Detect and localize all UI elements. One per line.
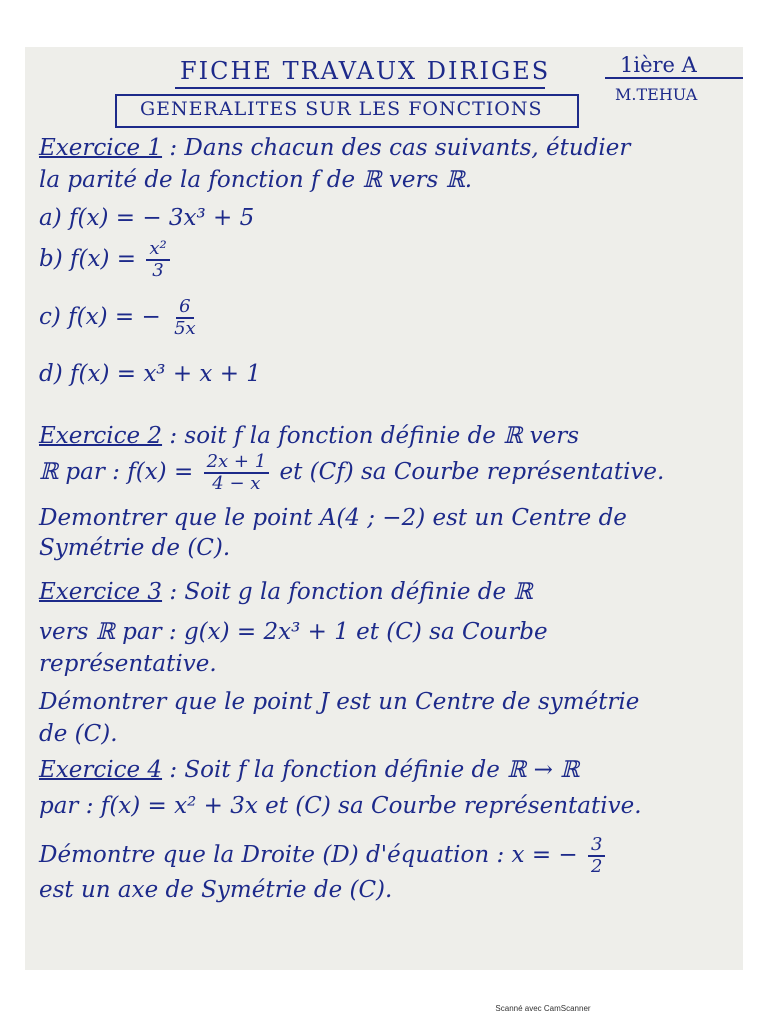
class-label: 1ière A bbox=[620, 53, 697, 77]
exercise1-item-b bbox=[39, 239, 173, 281]
exercise3-line-2: vers ℝ par : g(x) = 2x³ + 1 et (C) sa Courbe bbox=[39, 619, 548, 645]
exercise3-line-3: représentative. bbox=[39, 651, 217, 677]
fraction-numerator: 2x + 1 bbox=[204, 452, 270, 474]
item-b-prefix: b) f(x) = bbox=[39, 246, 137, 272]
fraction-numerator: x² bbox=[146, 239, 169, 261]
exercise1-intro bbox=[39, 135, 630, 161]
worksheet-title: FICHE TRAVAUX DIRIGES bbox=[180, 57, 551, 85]
item-c-prefix: c) f(x) = − bbox=[39, 304, 161, 330]
exercise4-label: Exercice 4 bbox=[39, 757, 163, 783]
exercise1-text-1: : Dans chacun des cas suivants, étudier bbox=[169, 135, 631, 161]
header-divider bbox=[605, 77, 743, 79]
exercise2-suffix: et (Cf) sa Courbe représentative. bbox=[279, 459, 665, 485]
exercise2-text-1: : soit f la fonction définie de ℝ vers bbox=[169, 423, 580, 449]
item-c-fraction bbox=[171, 297, 199, 339]
exercise3-line-5: de (C). bbox=[39, 721, 118, 747]
exercise4-text-1: : Soit f la fonction définie de ℝ → ℝ bbox=[169, 757, 580, 783]
exercise1-item-c bbox=[39, 297, 202, 339]
exercise3-label: Exercice 3 bbox=[39, 579, 163, 605]
fraction-denominator: 4 − x bbox=[212, 473, 261, 494]
fraction-denominator: 3 bbox=[152, 260, 164, 281]
exercise1-item-a: a) f(x) = − 3x³ + 5 bbox=[39, 205, 255, 231]
fraction-denominator: 5x bbox=[174, 318, 196, 339]
exercise4-line-4: est un axe de Symétrie de (C). bbox=[39, 877, 393, 903]
exercise2-line-2 bbox=[39, 452, 664, 494]
exercise4-prefix: Démontre que la Droite (D) d'équation : x = − bbox=[39, 842, 578, 868]
fraction-numerator: 6 bbox=[176, 297, 193, 319]
exercise2-fraction bbox=[204, 452, 270, 494]
scanner-footer: Scanné avec CamScanner bbox=[495, 1004, 591, 1013]
exercise3-text-1: : Soit g la fonction définie de ℝ bbox=[169, 579, 533, 605]
exercise4-line-1 bbox=[39, 757, 579, 783]
exercise4-line-3 bbox=[39, 835, 608, 877]
exercise2-line-3: Demontrer que le point A(4 ; −2) est un Centre de bbox=[39, 505, 627, 531]
exercise2-prefix: ℝ par : f(x) = bbox=[39, 459, 194, 485]
fraction-numerator: 3 bbox=[588, 835, 605, 857]
worksheet-subtitle: GENERALITES SUR LES FONCTIONS bbox=[140, 98, 543, 120]
exercise4-line-2: par : f(x) = x² + 3x et (C) sa Courbe représentative. bbox=[39, 793, 642, 819]
exercise1-label: Exercice 1 bbox=[39, 135, 163, 161]
exercise2-line-1 bbox=[39, 423, 579, 449]
exercise3-line-4: Démontrer que le point J est un Centre de symétrie bbox=[39, 689, 640, 715]
worksheet-page bbox=[25, 47, 743, 970]
item-b-fraction bbox=[146, 239, 169, 281]
title-underline bbox=[175, 87, 545, 89]
exercise1-text-2: la parité de la fonction f de ℝ vers ℝ. bbox=[39, 167, 473, 193]
exercise2-label: Exercice 2 bbox=[39, 423, 163, 449]
fraction-denominator: 2 bbox=[591, 856, 603, 877]
exercise3-line-1 bbox=[39, 579, 533, 605]
exercise1-item-d: d) f(x) = x³ + x + 1 bbox=[39, 361, 261, 387]
exercise2-line-4: Symétrie de (C). bbox=[39, 535, 231, 561]
exercise4-fraction bbox=[588, 835, 605, 877]
teacher-name: M.TEHUA bbox=[615, 85, 698, 104]
